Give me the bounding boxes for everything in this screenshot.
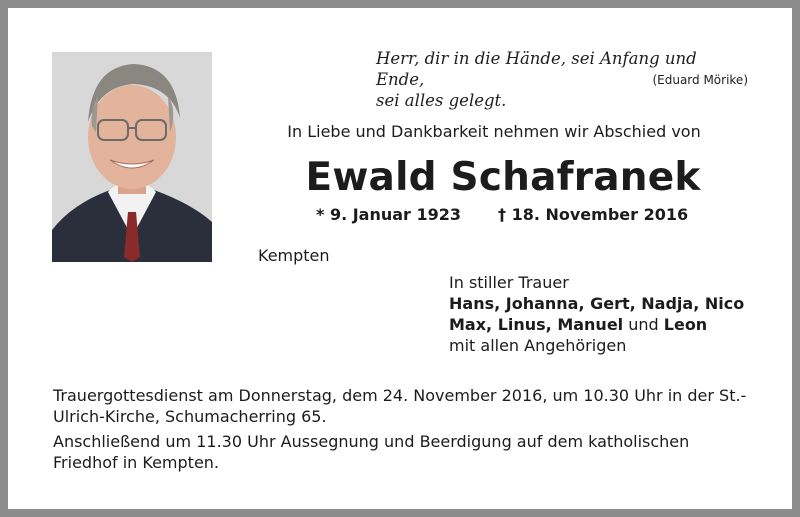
- quote-line-2: sei alles gelegt.: [376, 91, 507, 110]
- bible-quote: [376, 48, 748, 111]
- mourners-names-line-1: Hans, Johanna, Gert, Nadja, Nico: [449, 294, 745, 313]
- portrait-photo: [52, 52, 212, 262]
- mourners-heading: In stiller Trauer: [449, 273, 569, 292]
- quote-line-1: Herr, dir in die Hände, sei Anfang und Ende,: [376, 49, 697, 89]
- service-paragraph-1: Trauergottesdienst am Donnerstag, dem 24. November 2016, um 10.30 Uhr in der St.-Ulrich-Kirche, Schumacherring 65.: [53, 386, 747, 426]
- mourners-names-line-2: [449, 314, 744, 335]
- quote-author: (Eduard Mörike): [652, 73, 748, 87]
- mourners-conjunction: und: [623, 315, 664, 334]
- deceased-name: Ewald Schafranek: [305, 155, 701, 200]
- death-date: † 18. November 2016: [498, 205, 689, 224]
- intro-text: In Liebe und Dankbarkeit nehmen wir Abschied von: [287, 122, 701, 141]
- mourners-name-last: Leon: [663, 315, 708, 334]
- mourners-closing: mit allen Angehörigen: [449, 336, 627, 355]
- service-paragraph-2: Anschließend um 11.30 Uhr Aussegnung und Beerdigung auf dem katholischen Friedhof in Kempten.: [53, 432, 690, 472]
- birth-date: * 9. Januar 1923: [316, 205, 462, 224]
- place-of-residence: Kempten: [258, 246, 330, 265]
- mourners-names-bold: Max, Linus, Manuel: [449, 315, 624, 334]
- mourners-block: [449, 272, 744, 356]
- service-info: [53, 385, 753, 477]
- portrait-photo-icon: [52, 52, 212, 262]
